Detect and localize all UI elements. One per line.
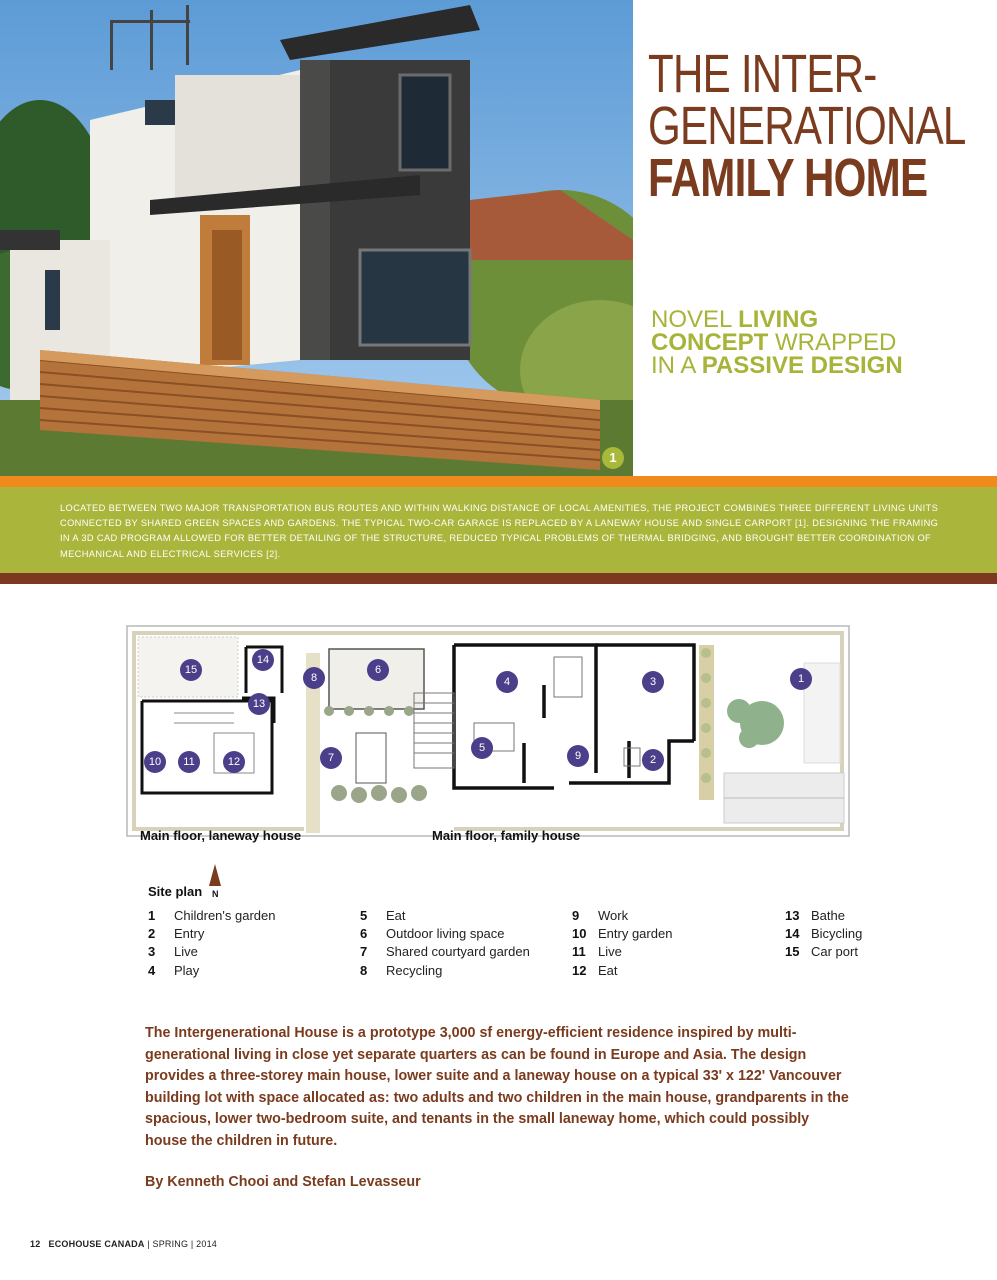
legend-label: Recycling xyxy=(386,962,443,978)
legend-item xyxy=(785,943,995,961)
footer-separator: | xyxy=(144,1239,153,1249)
legend-number: 15 xyxy=(785,944,800,960)
hero-photo xyxy=(0,0,633,476)
site-plan-drawing xyxy=(124,623,852,841)
plan-marker: 5 xyxy=(471,737,493,759)
legend-label: Children's garden xyxy=(174,908,276,923)
legend-item xyxy=(572,925,782,943)
legend-item xyxy=(148,907,358,925)
plan-marker: 10 xyxy=(144,751,166,773)
legend-label: Car port xyxy=(811,944,858,960)
legend-number: 4 xyxy=(148,962,156,978)
legend-item xyxy=(360,962,570,980)
legend-label: Live xyxy=(598,944,622,960)
legend-number: 1 xyxy=(148,908,156,923)
family-plan-label: Main floor, family house xyxy=(432,828,581,843)
legend-column-2 xyxy=(360,907,570,980)
subtitle-word: LIVING xyxy=(738,306,819,333)
article-title xyxy=(648,44,988,208)
legend-label: Live xyxy=(174,944,198,960)
site-plan-heading: Site plan xyxy=(148,884,203,899)
figure-badge: 1 xyxy=(602,447,624,469)
legend-label: Eat xyxy=(598,962,618,978)
legend-number: 10 xyxy=(572,926,587,942)
legend-number: 12 xyxy=(572,962,587,978)
legend-column-4 xyxy=(785,907,995,962)
legend-label: Play xyxy=(174,962,200,978)
legend-label: Shared courtyard garden xyxy=(386,944,530,960)
article-subtitle xyxy=(651,308,981,377)
legend-number: 9 xyxy=(572,908,580,923)
legend-number: 14 xyxy=(785,926,800,942)
legend-item xyxy=(148,925,358,943)
legend-label: Entry xyxy=(174,926,205,942)
plan-marker: 4 xyxy=(496,671,518,693)
plan-marker: 1 xyxy=(790,668,812,690)
legend-label: Entry garden xyxy=(598,926,673,942)
legend-item xyxy=(572,943,782,961)
page-number: 12 xyxy=(30,1239,41,1249)
legend-number: 5 xyxy=(360,908,368,923)
plan-marker: 12 xyxy=(223,751,245,773)
plan-marker: 9 xyxy=(567,745,589,767)
laneway-plan-label: Main floor, laneway house xyxy=(140,828,302,843)
legend-item xyxy=(785,907,995,925)
subtitle-word: IN A xyxy=(651,352,702,379)
legend-item xyxy=(360,925,570,943)
legend-label: Bathe xyxy=(811,908,845,923)
legend-item xyxy=(148,962,358,980)
legend-number: 7 xyxy=(360,944,368,960)
legend-item xyxy=(785,925,995,943)
plan-marker: 15 xyxy=(180,659,202,681)
title-line-3: FAMILY HOME xyxy=(648,148,928,208)
intro-text: LOCATED BETWEEN TWO MAJOR TRANSPORTATION BUS ROUTES AND WITHIN WALKING DISTANCE OF LOCAL AMENITIES, THE PROJECT COMBINES THREE DIFFERENT LIVING UNITS CONNECTED BY SHARED GREEN SPACES AND GARDENS. THE TYPICAL TWO-CAR GARAGE IS REPLACED BY A LANEWAY HOUSE AND SINGLE CARPORT [1]. DESIGNING THE FRAMING IN A 3D CAD PROGRAM ALLOWED FOR BETTER DETAILING OF THE STRUCTURE, REDUCED TYPICAL PROBLEMS OF THERMAL BRIDGING, AND BROUGHT BETTER COORDINATION OF MECHANICAL AND ELECTRICAL SERVICES [2]. xyxy=(60,503,939,559)
legend-item xyxy=(360,943,570,961)
subtitle-word: NOVEL xyxy=(651,306,739,333)
plan-marker: 2 xyxy=(642,749,664,771)
footer-separator: | xyxy=(188,1239,197,1249)
house-illustration xyxy=(0,0,633,476)
publication-name: ECOHOUSE CANADA xyxy=(48,1239,145,1249)
floor-plan-svg xyxy=(124,623,852,841)
brown-band xyxy=(0,573,997,584)
legend-number: 2 xyxy=(148,926,156,942)
footer-season: SPRING xyxy=(152,1239,189,1249)
legend-label: Eat xyxy=(386,908,406,923)
legend-label: Bicycling xyxy=(811,926,863,942)
legend-number: 3 xyxy=(148,944,156,960)
legend-column-1 xyxy=(148,907,358,980)
page-footer xyxy=(30,1239,217,1249)
legend-label: Work xyxy=(598,908,629,923)
plan-marker: 11 xyxy=(178,751,200,773)
subtitle-word: WRAPPED xyxy=(768,329,897,356)
legend-number: 11 xyxy=(572,944,586,960)
legend-item xyxy=(148,943,358,961)
plan-marker: 7 xyxy=(320,747,342,769)
legend-number: 8 xyxy=(360,962,368,978)
subtitle-word: PASSIVE DESIGN xyxy=(701,352,903,379)
plan-marker: 8 xyxy=(303,667,325,689)
footer-year: 2014 xyxy=(196,1239,217,1249)
legend-column-3 xyxy=(572,907,782,980)
legend-number: 13 xyxy=(785,908,800,923)
byline: By Kenneth Chooi and Stefan Levasseur xyxy=(145,1174,421,1190)
legend-number: 6 xyxy=(360,926,368,942)
plan-marker: 14 xyxy=(252,649,274,671)
north-label: N xyxy=(212,889,219,899)
plan-marker: 13 xyxy=(248,693,270,715)
legend-item xyxy=(360,907,570,925)
plan-marker: 3 xyxy=(642,671,664,693)
orange-band xyxy=(0,476,997,487)
lead-paragraph: The Intergenerational House is a prototype 3,000 sf energy-efficient residence inspired by multi-generational living in close yet separate quarters as can be found in Europe and Asia. The design provides a three-storey main house, lower suite and a laneway house on a typical 33' x 122' Vancouver building lot with space allocated as: two adults and two children in the main house, grandparents in the spacious, lower two-bedroom suite, and tenants in the small laneway home, which could possibly house the children in future. xyxy=(145,1025,849,1149)
legend-item xyxy=(572,907,782,925)
legend-label: Outdoor living space xyxy=(386,926,505,942)
plan-marker: 6 xyxy=(367,659,389,681)
legend-item xyxy=(572,962,782,980)
title-line-2: GENERATIONAL xyxy=(648,96,966,156)
title-line-1: THE INTER- xyxy=(648,44,877,104)
subtitle-word: CONCEPT xyxy=(651,329,769,356)
